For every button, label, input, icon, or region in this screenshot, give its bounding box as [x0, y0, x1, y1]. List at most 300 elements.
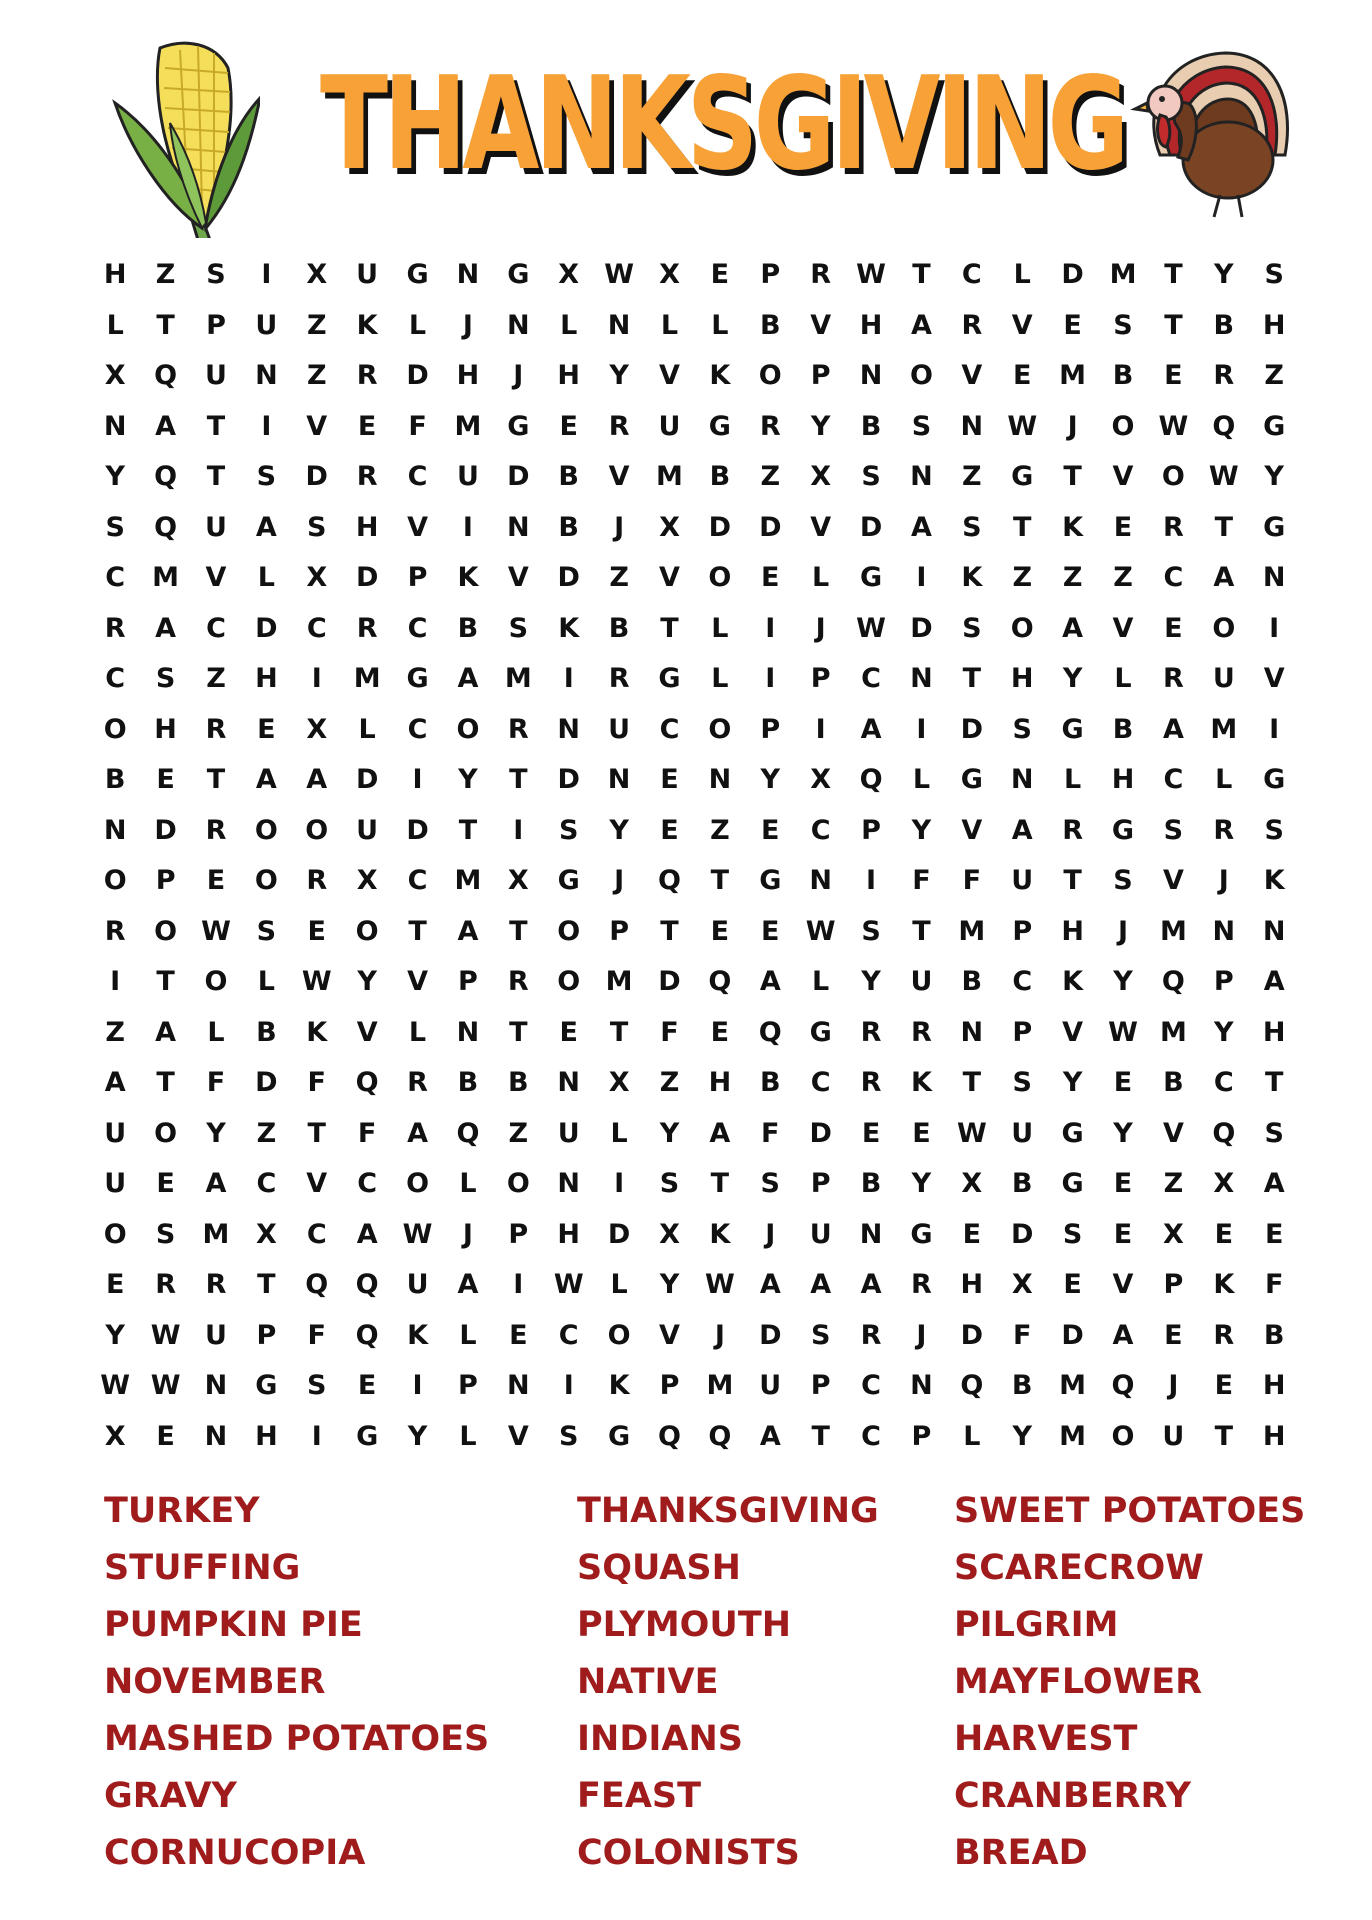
- grid-letter: O: [1010, 612, 1034, 644]
- grid-letter: R: [810, 259, 832, 290]
- grid-letter: E: [912, 1117, 931, 1149]
- grid-letter: I: [110, 966, 121, 997]
- grid-letter: L: [963, 1420, 981, 1452]
- grid-letter: I: [1269, 713, 1280, 745]
- grid-letter: G: [960, 764, 983, 795]
- word-list-item: NOVEMBER: [104, 1662, 326, 1702]
- grid-letter: N: [910, 663, 933, 694]
- grid-letter: Y: [407, 1420, 428, 1452]
- grid-letter: W: [1158, 410, 1189, 442]
- word-list-item: MAYFLOWER: [954, 1662, 1203, 1702]
- grid-letter: E: [1113, 511, 1133, 543]
- grid-letter: T: [156, 966, 175, 997]
- grid-letter: S: [911, 410, 932, 442]
- grid-letter: M: [504, 663, 532, 694]
- grid-letter: L: [1013, 259, 1031, 290]
- grid-letter: G: [658, 663, 681, 694]
- grid-letter: C: [659, 713, 680, 745]
- grid-letter: V: [1112, 612, 1134, 644]
- grid-letter: J: [513, 360, 524, 391]
- grid-letter: T: [609, 1016, 629, 1048]
- grid-letter: C: [407, 461, 428, 492]
- grid-letter: R: [205, 713, 227, 745]
- grid-letter: N: [607, 764, 631, 795]
- grid-letter: J: [916, 1319, 927, 1351]
- grid-letter: L: [207, 1016, 225, 1048]
- grid-letter: U: [205, 360, 227, 391]
- page-title: THANKSGIVING: [320, 50, 1125, 199]
- grid-letter: X: [659, 511, 680, 543]
- grid-letter: J: [1168, 1370, 1179, 1401]
- grid-letter: B: [1011, 1370, 1033, 1401]
- grid-letter: X: [356, 865, 378, 896]
- grid-letter: G: [1061, 713, 1084, 745]
- grid-letter: G: [507, 410, 530, 442]
- grid-letter: Y: [609, 814, 629, 846]
- grid-letter: K: [709, 360, 731, 391]
- grid-letter: O: [708, 713, 732, 745]
- grid-letter: O: [154, 1117, 178, 1149]
- grid-letter: N: [557, 1067, 581, 1098]
- grid-letter: B: [860, 1168, 882, 1199]
- grid-letter: A: [810, 1269, 832, 1300]
- grid-letter: K: [608, 1370, 630, 1401]
- grid-letter: R: [407, 1067, 428, 1098]
- grid-letter: O: [506, 1168, 530, 1199]
- grid-letter: R: [356, 461, 378, 492]
- grid-letter: P: [760, 713, 781, 745]
- grid-letter: S: [1163, 814, 1184, 846]
- grid-letter: Q: [456, 1117, 480, 1149]
- grid-letter: G: [1061, 1168, 1084, 1199]
- grid-letter: R: [205, 814, 227, 846]
- letter-grid: [90, 250, 1300, 1462]
- grid-letter: D: [355, 562, 379, 593]
- grid-letter: A: [407, 1117, 428, 1149]
- grid-letter: I: [1269, 612, 1280, 644]
- grid-letter: M: [1059, 1370, 1087, 1401]
- grid-letter: E: [357, 410, 377, 442]
- grid-letter: H: [255, 663, 278, 694]
- grid-letter: B: [860, 410, 882, 442]
- grid-letter: X: [961, 1168, 983, 1199]
- grid-letter: R: [104, 612, 126, 644]
- grid-letter: S: [155, 1218, 176, 1250]
- grid-letter: L: [459, 1420, 477, 1452]
- grid-letter: Q: [154, 511, 178, 543]
- grid-letter: S: [206, 259, 226, 290]
- grid-letter: T: [156, 1067, 175, 1098]
- grid-letter: Y: [861, 966, 881, 997]
- grid-letter: C: [810, 814, 831, 846]
- grid-letter: V: [507, 1420, 529, 1452]
- grid-letter: P: [1012, 1016, 1033, 1048]
- grid-letter: G: [608, 1420, 631, 1452]
- grid-letter: S: [558, 814, 579, 846]
- grid-letter: D: [708, 511, 732, 543]
- grid-letter: N: [809, 865, 832, 896]
- grid-letter: T: [710, 1168, 730, 1199]
- grid-letter: G: [1263, 764, 1286, 795]
- grid-letter: Y: [1012, 1420, 1032, 1452]
- grid-letter: D: [557, 562, 580, 593]
- grid-letter: A: [910, 309, 932, 341]
- grid-letter: E: [710, 1016, 730, 1048]
- grid-letter: I: [866, 865, 877, 896]
- grid-letter: A: [155, 410, 177, 442]
- grid-row: [90, 452, 1300, 503]
- grid-letter: W: [301, 966, 332, 997]
- grid-letter: D: [557, 764, 580, 795]
- grid-letter: Q: [1161, 966, 1185, 997]
- grid-letter: T: [1013, 511, 1032, 543]
- grid-letter: C: [1163, 562, 1184, 593]
- grid-letter: D: [406, 814, 429, 846]
- grid-letter: Q: [154, 461, 178, 492]
- grid-letter: S: [508, 612, 529, 644]
- grid-letter: O: [1111, 1420, 1135, 1452]
- grid-letter: A: [457, 915, 479, 947]
- grid-letter: U: [557, 1117, 580, 1149]
- grid-letter: J: [1117, 915, 1129, 947]
- grid-letter: C: [105, 562, 126, 593]
- grid-letter: N: [1262, 562, 1286, 593]
- grid-letter: E: [1214, 1218, 1234, 1250]
- grid-letter: C: [407, 713, 428, 745]
- grid-letter: G: [406, 663, 429, 694]
- grid-letter: R: [155, 1269, 176, 1300]
- grid-letter: X: [659, 259, 680, 290]
- grid-letter: A: [860, 713, 882, 745]
- grid-letter: H: [1262, 1016, 1286, 1048]
- grid-letter: U: [1011, 1117, 1034, 1149]
- grid-letter: X: [1213, 1168, 1235, 1199]
- grid-letter: A: [709, 1117, 731, 1149]
- grid-letter: R: [961, 309, 983, 341]
- grid-letter: H: [355, 511, 379, 543]
- grid-letter: L: [459, 1168, 477, 1199]
- grid-letter: Z: [760, 461, 781, 492]
- grid-letter: Y: [357, 966, 377, 997]
- grid-letter: X: [255, 1218, 277, 1250]
- grid-letter: U: [205, 1319, 227, 1351]
- grid-letter: T: [1164, 259, 1183, 290]
- grid-letter: N: [456, 1016, 480, 1048]
- grid-letter: O: [456, 713, 480, 745]
- grid-letter: M: [152, 562, 180, 593]
- grid-letter: P: [458, 1370, 478, 1401]
- grid-letter: T: [307, 1117, 326, 1149]
- grid-letter: E: [307, 915, 326, 947]
- grid-letter: A: [104, 1067, 126, 1098]
- grid-letter: I: [513, 814, 524, 846]
- grid-letter: E: [1164, 612, 1183, 644]
- grid-letter: O: [305, 814, 329, 846]
- grid-letter: J: [462, 309, 473, 341]
- grid-letter: Q: [708, 1420, 732, 1452]
- grid-letter: U: [1212, 663, 1235, 694]
- grid-letter: A: [1213, 562, 1235, 593]
- grid-letter: B: [558, 461, 579, 492]
- grid-letter: C: [306, 612, 327, 644]
- grid-letter: V: [1263, 663, 1285, 694]
- grid-row: [90, 604, 1300, 655]
- grid-letter: C: [105, 663, 126, 694]
- grid-letter: J: [714, 1319, 725, 1351]
- grid-letter: W: [150, 1319, 181, 1351]
- grid-letter: A: [759, 1269, 781, 1300]
- grid-letter: B: [1163, 1067, 1184, 1098]
- word-list-item: TURKEY: [104, 1491, 260, 1531]
- grid-row: [90, 351, 1300, 402]
- grid-letter: S: [307, 511, 327, 543]
- grid-letter: D: [154, 814, 177, 846]
- grid-letter: T: [1214, 511, 1233, 543]
- grid-letter: X: [1162, 1218, 1184, 1250]
- grid-letter: Z: [1264, 360, 1284, 391]
- grid-letter: L: [711, 663, 729, 694]
- grid-letter: U: [809, 1218, 832, 1250]
- grid-letter: Y: [911, 814, 932, 846]
- grid-letter: X: [507, 865, 529, 896]
- grid-letter: V: [1011, 309, 1033, 341]
- grid-letter: Z: [306, 309, 327, 341]
- grid-letter: P: [609, 915, 629, 947]
- grid-letter: E: [710, 259, 730, 290]
- grid-letter: A: [155, 1016, 177, 1048]
- grid-letter: R: [356, 612, 378, 644]
- grid-letter: Y: [1113, 1117, 1133, 1149]
- grid-letter: E: [156, 1420, 175, 1452]
- grid-letter: V: [961, 814, 983, 846]
- grid-letter: X: [306, 713, 328, 745]
- grid-letter: E: [1113, 1168, 1133, 1199]
- grid-letter: J: [462, 1218, 473, 1250]
- word-list-item: THANKSGIVING: [577, 1491, 879, 1531]
- grid-letter: J: [815, 612, 826, 644]
- grid-letter: W: [704, 1269, 735, 1300]
- grid-letter: C: [407, 612, 428, 644]
- grid-letter: P: [155, 865, 176, 896]
- grid-letter: H: [960, 1269, 984, 1300]
- grid-letter: V: [608, 461, 630, 492]
- grid-letter: I: [462, 511, 473, 543]
- grid-letter: R: [104, 915, 126, 947]
- grid-letter: U: [104, 1168, 127, 1199]
- grid-letter: I: [513, 1269, 524, 1300]
- grid-letter: P: [256, 1319, 277, 1351]
- grid-letter: Y: [659, 1117, 680, 1149]
- grid-letter: S: [155, 663, 176, 694]
- grid-letter: U: [1162, 1420, 1185, 1452]
- grid-letter: D: [759, 511, 782, 543]
- grid-letter: R: [1062, 814, 1084, 846]
- grid-letter: R: [911, 1016, 932, 1048]
- grid-letter: S: [1113, 865, 1133, 896]
- word-list-item: GRAVY: [104, 1776, 237, 1816]
- grid-letter: E: [257, 713, 276, 745]
- grid-letter: O: [204, 966, 228, 997]
- grid-letter: Q: [658, 865, 681, 896]
- grid-letter: T: [458, 814, 478, 846]
- word-list-item: BREAD: [954, 1833, 1088, 1873]
- grid-letter: G: [507, 259, 530, 290]
- grid-letter: P: [810, 1168, 831, 1199]
- grid-row: [90, 1008, 1300, 1059]
- grid-letter: N: [960, 410, 984, 442]
- grid-letter: M: [202, 1218, 230, 1250]
- grid-letter: A: [1112, 1319, 1134, 1351]
- grid-letter: R: [911, 1269, 932, 1300]
- grid-letter: R: [507, 966, 529, 997]
- grid-letter: S: [1062, 1218, 1083, 1250]
- grid-letter: V: [1062, 1016, 1084, 1048]
- grid-letter: E: [206, 865, 226, 896]
- grid-letter: A: [1162, 713, 1184, 745]
- grid-letter: E: [761, 915, 780, 947]
- word-list-column-2: [577, 1483, 879, 1882]
- grid-letter: I: [311, 1420, 322, 1452]
- grid-row: [90, 1412, 1300, 1463]
- grid-letter: L: [1215, 764, 1233, 795]
- grid-letter: M: [958, 915, 986, 947]
- grid-letter: W: [1108, 1016, 1138, 1048]
- grid-letter: F: [307, 1319, 326, 1351]
- grid-letter: Y: [810, 410, 831, 442]
- grid-letter: A: [759, 966, 781, 997]
- grid-letter: J: [1067, 410, 1078, 442]
- word-list-item: SCARECROW: [954, 1548, 1204, 1588]
- grid-letter: L: [257, 562, 275, 593]
- grid-letter: T: [509, 1016, 528, 1048]
- grid-letter: W: [604, 259, 634, 290]
- grid-letter: T: [962, 663, 982, 694]
- grid-letter: W: [805, 915, 836, 947]
- grid-letter: D: [960, 1319, 984, 1351]
- word-list-item: INDIANS: [577, 1719, 743, 1759]
- grid-letter: W: [956, 1117, 987, 1149]
- grid-letter: G: [1061, 1117, 1084, 1149]
- grid-letter: U: [104, 1117, 127, 1149]
- grid-letter: B: [256, 1016, 277, 1048]
- grid-letter: V: [1162, 1117, 1184, 1149]
- grid-row: [90, 1058, 1300, 1109]
- grid-letter: T: [912, 915, 931, 947]
- grid-row: [90, 301, 1300, 352]
- grid-letter: Y: [1214, 259, 1234, 290]
- grid-letter: E: [710, 915, 730, 947]
- grid-letter: I: [614, 1168, 625, 1199]
- grid-letter: G: [708, 410, 731, 442]
- grid-letter: D: [255, 612, 278, 644]
- grid-row: [90, 755, 1300, 806]
- grid-letter: L: [408, 1016, 427, 1048]
- grid-letter: L: [610, 1117, 628, 1149]
- grid-row: [90, 1260, 1300, 1311]
- grid-letter: N: [960, 1016, 984, 1048]
- grid-letter: S: [760, 1168, 780, 1199]
- grid-letter: W: [1007, 410, 1038, 442]
- word-list-item: COLONISTS: [577, 1833, 800, 1873]
- grid-letter: H: [456, 360, 480, 391]
- grid-letter: N: [910, 461, 933, 492]
- grid-letter: D: [759, 1319, 782, 1351]
- grid-letter: O: [708, 562, 732, 593]
- word-list-column-3: [954, 1483, 1305, 1882]
- grid-letter: M: [1059, 360, 1087, 391]
- grid-letter: D: [1011, 1218, 1034, 1250]
- grid-letter: D: [607, 1218, 631, 1250]
- grid-letter: C: [961, 259, 982, 290]
- grid-letter: W: [100, 1370, 131, 1401]
- grid-letter: T: [1214, 1420, 1233, 1452]
- grid-row: [90, 1159, 1300, 1210]
- grid-letter: D: [960, 713, 984, 745]
- grid-letter: V: [306, 1168, 328, 1199]
- grid-letter: I: [916, 562, 927, 593]
- grid-letter: F: [1013, 1319, 1032, 1351]
- grid-letter: B: [608, 612, 630, 644]
- grid-letter: L: [560, 309, 578, 341]
- grid-letter: R: [507, 713, 529, 745]
- grid-letter: R: [860, 1067, 882, 1098]
- grid-letter: Q: [1212, 410, 1236, 442]
- grid-letter: Z: [306, 360, 327, 391]
- grid-letter: M: [1109, 259, 1137, 290]
- grid-letter: J: [765, 1218, 776, 1250]
- grid-letter: Q: [859, 764, 883, 795]
- grid-letter: H: [154, 713, 177, 745]
- grid-letter: A: [860, 1269, 882, 1300]
- grid-letter: B: [1112, 360, 1134, 391]
- grid-letter: P: [659, 1370, 680, 1401]
- grid-letter: O: [1212, 612, 1236, 644]
- grid-letter: T: [710, 865, 730, 896]
- grid-row: [90, 503, 1300, 554]
- grid-letter: C: [558, 1319, 579, 1351]
- grid-letter: Y: [760, 764, 781, 795]
- grid-letter: K: [709, 1218, 731, 1250]
- grid-letter: X: [306, 562, 328, 593]
- grid-letter: E: [761, 814, 780, 846]
- grid-letter: T: [811, 1420, 830, 1452]
- grid-letter: V: [1162, 865, 1184, 896]
- word-list-column-1: [104, 1483, 489, 1882]
- grid-letter: I: [412, 1370, 423, 1401]
- grid-letter: K: [457, 562, 479, 593]
- grid-letter: L: [610, 1269, 628, 1300]
- grid-row: [90, 806, 1300, 857]
- grid-letter: G: [557, 865, 580, 896]
- grid-letter: D: [1061, 1319, 1084, 1351]
- grid-letter: W: [150, 1370, 181, 1401]
- grid-letter: V: [356, 1016, 378, 1048]
- grid-letter: F: [206, 1067, 226, 1098]
- grid-letter: I: [765, 663, 776, 694]
- grid-letter: U: [658, 410, 681, 442]
- grid-letter: E: [156, 1168, 175, 1199]
- grid-letter: J: [1218, 865, 1229, 896]
- grid-letter: T: [206, 764, 226, 795]
- grid-letter: K: [910, 1067, 932, 1098]
- grid-letter: E: [509, 1319, 528, 1351]
- grid-letter: Z: [155, 259, 176, 290]
- grid-letter: A: [306, 764, 328, 795]
- grid-letter: X: [1011, 1269, 1033, 1300]
- grid-letter: A: [910, 511, 932, 543]
- grid-letter: C: [206, 612, 226, 644]
- grid-letter: F: [761, 1117, 780, 1149]
